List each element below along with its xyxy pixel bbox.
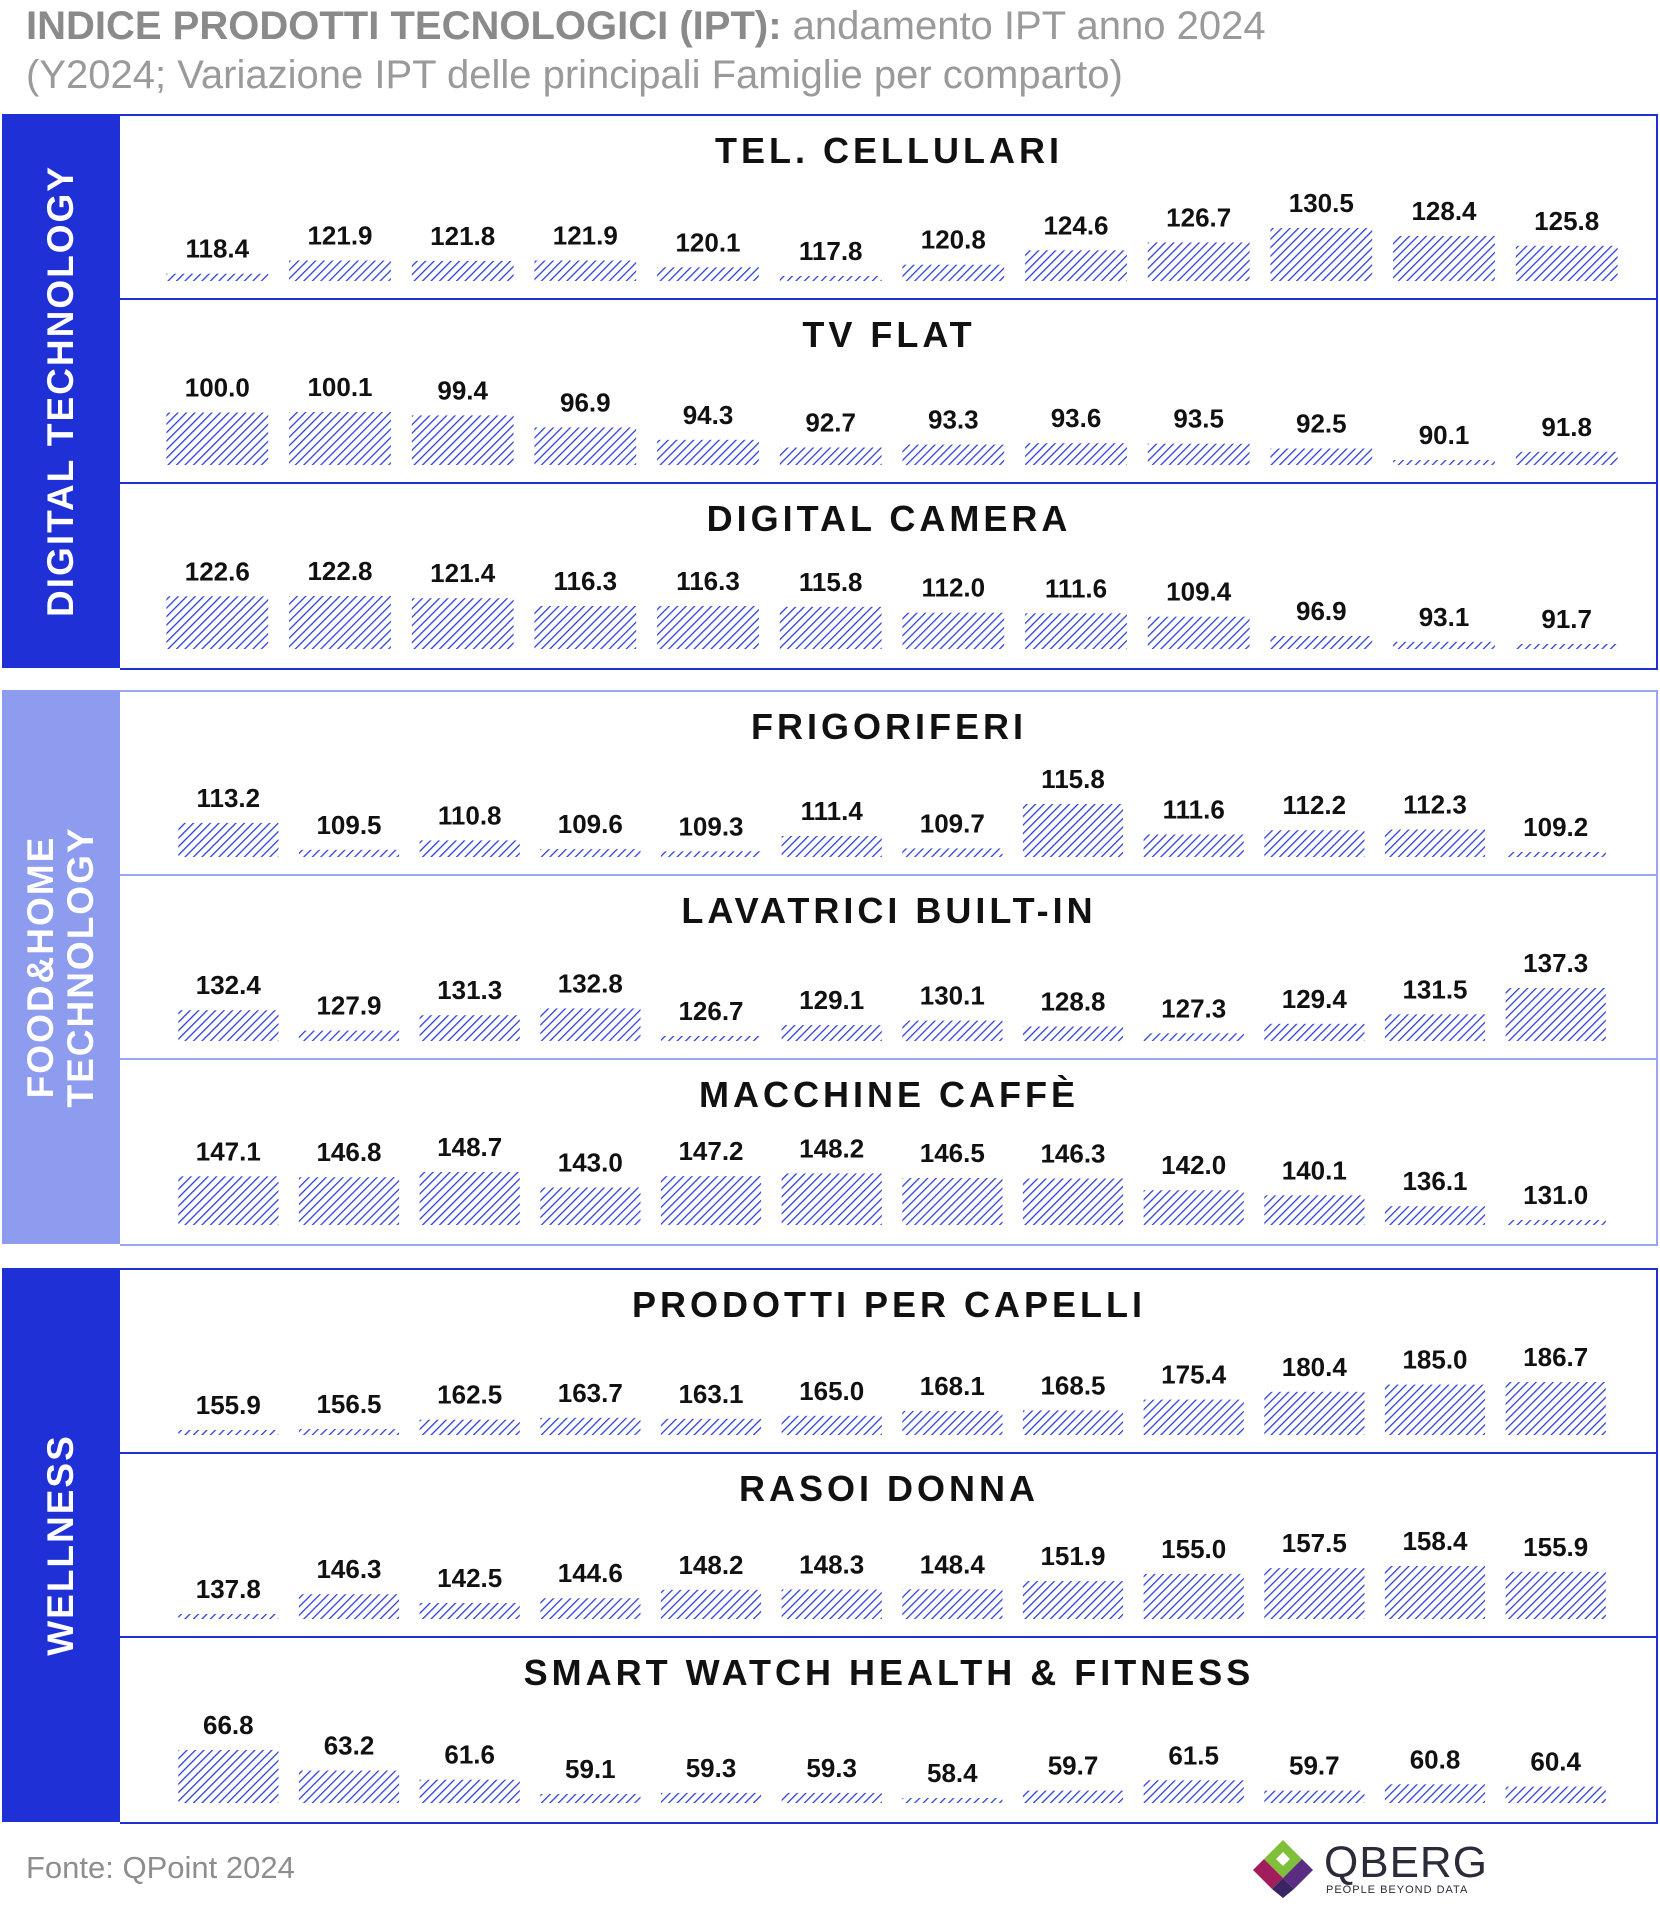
- section-label: [2, 690, 120, 1244]
- section-label: [2, 1268, 120, 1822]
- data-label: 130.1: [919, 980, 985, 1011]
- bar-plot: [120, 300, 1658, 484]
- data-label: 92.5: [1295, 408, 1347, 439]
- section-label-text: [21, 826, 101, 1107]
- data-label: 61.6: [444, 1739, 496, 1770]
- data-label: 113.2: [196, 782, 261, 813]
- bar: [657, 440, 759, 465]
- data-label: 110.8: [437, 800, 502, 831]
- bar: [661, 1793, 761, 1803]
- data-label: 125.8: [1534, 205, 1600, 236]
- data-label: 60.4: [1530, 1746, 1582, 1777]
- bar: [420, 1015, 520, 1041]
- data-label: 100.0: [184, 372, 250, 403]
- bar: [1516, 644, 1618, 649]
- panel-title: DIGITAL CAMERA: [706, 498, 1072, 539]
- data-label: 157.5: [1281, 1528, 1347, 1559]
- bar: [902, 1798, 1002, 1803]
- bar: [1144, 1780, 1244, 1803]
- data-label: 61.5: [1168, 1740, 1220, 1771]
- bar: [657, 606, 759, 649]
- bar: [1023, 1179, 1123, 1226]
- bar: [782, 1173, 882, 1225]
- data-label: 175.4: [1161, 1359, 1227, 1390]
- data-label: 100.1: [307, 372, 373, 402]
- data-label: 59.7: [1288, 1750, 1340, 1781]
- bar: [1385, 1206, 1485, 1225]
- data-label: 59.3: [806, 1752, 858, 1783]
- data-label: 142.0: [1161, 1150, 1227, 1181]
- bar: [540, 1794, 640, 1803]
- bar: [780, 607, 882, 649]
- data-label: 158.4: [1402, 1526, 1468, 1556]
- panel-title: LAVATRICI BUILT-IN: [681, 890, 1097, 931]
- qberg-logo-icon: [1250, 1838, 1316, 1900]
- logo-name: QBERG: [1324, 1838, 1488, 1887]
- bar: [178, 1750, 278, 1803]
- bar: [1023, 1791, 1123, 1803]
- bar: [661, 1176, 761, 1225]
- bar: [1385, 1014, 1485, 1041]
- bar: [1264, 1024, 1364, 1041]
- bar: [299, 1429, 399, 1435]
- panel-frigoriferi: [120, 690, 1658, 876]
- data-label: 63.2: [323, 1730, 375, 1761]
- bar: [1516, 246, 1618, 281]
- data-label: 168.1: [919, 1371, 985, 1401]
- bar: [534, 261, 636, 282]
- bar: [420, 1780, 520, 1803]
- bar: [661, 851, 761, 857]
- panel-rasoi-donna: [120, 1452, 1658, 1638]
- bar: [1148, 242, 1250, 281]
- chart-title: [26, 2, 1646, 100]
- bar: [178, 1176, 278, 1225]
- data-label: 96.9: [559, 387, 611, 418]
- data-label: 93.6: [1050, 403, 1102, 434]
- data-label: 112.2: [1282, 790, 1347, 821]
- bar: [540, 849, 640, 857]
- panel-title: PRODOTTI PER CAPELLI: [631, 1284, 1147, 1325]
- data-label: 117.8: [798, 236, 863, 266]
- data-label: 137.8: [195, 1574, 261, 1604]
- section-label: [2, 114, 120, 668]
- data-label: 147.1: [195, 1136, 261, 1167]
- bar: [1144, 1400, 1244, 1435]
- bar: [782, 836, 882, 857]
- bar: [420, 1420, 520, 1435]
- data-label: 163.7: [557, 1377, 623, 1408]
- bar: [1264, 830, 1364, 857]
- bar-plot: [120, 876, 1658, 1060]
- data-label: 155.9: [195, 1390, 261, 1420]
- chart-title-rest: andamento IPT anno 2024: [781, 4, 1266, 48]
- data-label: 58.4: [926, 1758, 978, 1788]
- data-label: 129.1: [799, 985, 865, 1016]
- bar-plot: [120, 692, 1658, 876]
- bar: [178, 1010, 278, 1041]
- bar: [166, 274, 268, 281]
- bar: [1025, 613, 1127, 649]
- bar: [1393, 642, 1495, 649]
- bar: [1025, 250, 1127, 281]
- bar: [1144, 835, 1244, 858]
- bar: [1023, 1027, 1123, 1042]
- bar: [780, 448, 882, 466]
- bar: [1393, 460, 1495, 465]
- data-label: 92.7: [805, 407, 857, 438]
- bar: [1264, 1791, 1364, 1803]
- data-label: 124.6: [1043, 210, 1109, 241]
- bar: [420, 1603, 520, 1619]
- bar: [299, 1594, 399, 1619]
- data-label: 109.2: [1523, 812, 1589, 842]
- data-label: 148.2: [799, 1133, 865, 1164]
- data-label: 180.4: [1281, 1351, 1347, 1382]
- bar: [1385, 1566, 1485, 1619]
- data-label: 146.5: [919, 1138, 985, 1168]
- panel-title: SMART WATCH HEALTH & FITNESS: [523, 1652, 1255, 1693]
- data-label: 66.8: [202, 1710, 254, 1740]
- bar: [412, 261, 514, 281]
- bar: [540, 1188, 640, 1226]
- bar: [1506, 988, 1606, 1041]
- bar: [412, 598, 514, 649]
- data-label: 99.4: [437, 375, 489, 406]
- data-label: 91.7: [1541, 604, 1593, 634]
- data-label: 131.3: [437, 975, 503, 1006]
- bar-plot: [120, 1270, 1658, 1454]
- data-label: 59.1: [564, 1754, 616, 1784]
- data-label: 132.4: [195, 970, 261, 1001]
- data-label: 136.1: [1402, 1166, 1468, 1197]
- data-label: 165.0: [799, 1375, 865, 1406]
- data-label: 93.3: [927, 404, 979, 435]
- data-label: 186.7: [1523, 1342, 1589, 1372]
- data-label: 148.7: [437, 1132, 503, 1162]
- bar: [299, 850, 399, 857]
- bar: [661, 1036, 761, 1041]
- data-label: 91.8: [1541, 411, 1593, 442]
- bar-plot: [120, 1454, 1658, 1638]
- bar: [166, 413, 268, 466]
- bar: [540, 1008, 640, 1041]
- bar: [902, 848, 1002, 857]
- data-label: 109.4: [1166, 576, 1232, 607]
- source-note: Fonte: QPoint 2024: [26, 1850, 295, 1885]
- data-label: 148.2: [678, 1549, 744, 1580]
- data-label: 93.5: [1173, 403, 1225, 434]
- bar: [540, 1598, 640, 1619]
- panel-title: TEL. CELLULARI: [715, 130, 1063, 171]
- data-label: 109.5: [316, 809, 382, 840]
- bar: [902, 1021, 1002, 1041]
- data-label: 131.5: [1402, 974, 1468, 1005]
- bar-plot: [120, 484, 1658, 668]
- bar: [166, 596, 268, 649]
- bar: [782, 1416, 882, 1435]
- data-label: 94.3: [682, 399, 734, 430]
- data-label: 111.4: [800, 796, 863, 826]
- data-label: 144.6: [557, 1558, 623, 1589]
- bar: [1506, 1382, 1606, 1435]
- panel-title: TV FLAT: [802, 314, 976, 355]
- data-label: 60.8: [1409, 1744, 1461, 1775]
- data-label: 109.3: [678, 811, 744, 842]
- bar: [657, 267, 759, 281]
- bar: [1144, 1190, 1244, 1225]
- bar: [782, 1025, 882, 1041]
- data-label: 122.6: [184, 556, 250, 587]
- panel-tv-flat: [120, 298, 1658, 484]
- data-label: 129.4: [1281, 983, 1347, 1014]
- bar: [1023, 1410, 1123, 1435]
- bar: [1148, 617, 1250, 649]
- bar: [1270, 228, 1372, 281]
- bar: [902, 1411, 1002, 1435]
- data-label: 109.6: [557, 809, 623, 840]
- data-label: 115.8: [798, 566, 863, 597]
- bar: [540, 1418, 640, 1435]
- bar: [782, 1590, 882, 1620]
- bar: [178, 1430, 278, 1435]
- data-label: 147.2: [678, 1136, 744, 1167]
- data-label: 59.3: [685, 1752, 737, 1783]
- panel-title: FRIGORIFERI: [751, 706, 1027, 747]
- panel-prodotti-per-capelli: [120, 1268, 1658, 1454]
- bar: [1264, 1568, 1364, 1619]
- bar: [1023, 804, 1123, 857]
- panel-macchine-caff-: [120, 1058, 1658, 1246]
- bar: [1385, 1385, 1485, 1435]
- bar: [902, 1589, 1002, 1619]
- bar-plot: [120, 1060, 1658, 1244]
- bar: [1385, 1784, 1485, 1803]
- bar: [1264, 1392, 1364, 1435]
- section-1: [2, 114, 1658, 668]
- bar: [178, 823, 278, 857]
- data-label: 137.3: [1523, 948, 1589, 978]
- data-label: 118.4: [185, 233, 250, 264]
- qberg-logo: [1250, 1838, 1488, 1900]
- data-label: 131.0: [1523, 1180, 1589, 1210]
- bar: [1506, 1220, 1606, 1225]
- chart-subtitle: (Y2024; Variazione IPT delle principali Famiglie per comparto): [26, 53, 1123, 97]
- data-label: 121.9: [552, 220, 618, 251]
- data-label: 140.1: [1281, 1155, 1347, 1186]
- data-label: 155.9: [1523, 1531, 1589, 1562]
- data-label: 115.8: [1041, 764, 1105, 794]
- bar: [780, 276, 882, 281]
- data-label: 168.5: [1040, 1370, 1106, 1401]
- data-label: 111.6: [1044, 573, 1108, 604]
- panel-tel-cellulari: [120, 114, 1658, 300]
- data-label: 116.3: [553, 566, 618, 596]
- bar: [1385, 830, 1485, 858]
- data-label: 148.4: [919, 1549, 985, 1580]
- data-label: 120.1: [675, 227, 741, 258]
- chart-title-bold: INDICE PRODOTTI TECNOLOGICI (IPT):: [26, 4, 782, 48]
- data-label: 121.8: [430, 220, 496, 251]
- bar: [902, 445, 1004, 465]
- data-label: 121.4: [430, 558, 496, 589]
- bar: [1506, 1572, 1606, 1619]
- bar: [412, 415, 514, 465]
- data-label: 143.0: [557, 1147, 623, 1178]
- data-label: 162.5: [437, 1379, 503, 1410]
- bar: [1516, 452, 1618, 465]
- data-label: 112.0: [921, 572, 986, 603]
- data-label: 148.3: [799, 1549, 865, 1580]
- panel-lavatrici-built-in: [120, 874, 1658, 1060]
- data-label: 127.9: [316, 990, 382, 1021]
- bar: [289, 261, 391, 282]
- bar: [1144, 1033, 1244, 1041]
- data-label: 59.7: [1047, 1750, 1099, 1781]
- bar: [1506, 1787, 1606, 1803]
- data-label: 146.3: [316, 1554, 382, 1585]
- section-label-text: WELLNESS: [40, 1434, 81, 1656]
- bar: [1025, 443, 1127, 465]
- logo-tagline: PEOPLE BEYOND DATA: [1326, 1884, 1469, 1896]
- section-3: [2, 1268, 1658, 1822]
- section-2: [2, 690, 1658, 1244]
- data-label: 142.5: [437, 1563, 503, 1593]
- bar: [299, 1771, 399, 1803]
- bar: [661, 1419, 761, 1435]
- data-label: 163.1: [678, 1378, 744, 1409]
- data-label: 156.5: [316, 1389, 382, 1420]
- data-label: 126.7: [1166, 202, 1232, 233]
- bar: [1148, 444, 1250, 465]
- data-label: 121.9: [307, 220, 373, 251]
- panel-digital-camera: [120, 482, 1658, 670]
- section-label-text: DIGITAL TECHNOLOGY: [40, 165, 81, 617]
- panel-smart-watch-health-fitness: [120, 1636, 1658, 1824]
- bar: [1264, 1195, 1364, 1225]
- data-label: 128.4: [1411, 195, 1477, 226]
- data-label: 146.8: [316, 1137, 382, 1168]
- data-label: 130.5: [1288, 188, 1354, 218]
- section-label-line: FOOD&HOME: [20, 835, 61, 1099]
- bar: [420, 840, 520, 857]
- panel-title: MACCHINE CAFFÈ: [699, 1074, 1079, 1115]
- data-label: 116.3: [676, 566, 740, 596]
- data-label: 120.8: [920, 224, 986, 255]
- bar: [1144, 1574, 1244, 1619]
- data-label: 132.8: [557, 968, 623, 999]
- bar: [534, 606, 636, 649]
- data-label: 96.9: [1295, 596, 1347, 626]
- data-label: 112.3: [1403, 789, 1467, 820]
- bar-plot: [120, 1638, 1658, 1822]
- bar-plot: [120, 116, 1658, 300]
- bar: [902, 613, 1004, 649]
- bar: [902, 1178, 1002, 1225]
- bar: [534, 427, 636, 465]
- bar: [902, 265, 1004, 281]
- bar: [661, 1590, 761, 1619]
- bar: [289, 412, 391, 465]
- data-label: 128.8: [1040, 986, 1106, 1017]
- bar: [1023, 1581, 1123, 1619]
- bar: [299, 1177, 399, 1225]
- data-label: 109.7: [919, 808, 985, 839]
- data-label: 151.9: [1040, 1541, 1106, 1572]
- data-label: 155.0: [1161, 1533, 1227, 1564]
- bar: [178, 1614, 278, 1619]
- data-label: 146.3: [1040, 1138, 1106, 1169]
- bar: [1393, 236, 1495, 281]
- data-label: 126.7: [678, 996, 744, 1026]
- section-label-line: TECHNOLOGY: [60, 826, 101, 1108]
- data-label: 93.1: [1418, 601, 1470, 632]
- bar: [1270, 636, 1372, 649]
- data-label: 127.3: [1161, 993, 1227, 1024]
- bar: [289, 596, 391, 649]
- data-label: 122.8: [307, 556, 373, 586]
- data-label: 185.0: [1402, 1344, 1468, 1375]
- bar: [1506, 852, 1606, 857]
- panel-title: RASOI DONNA: [738, 1468, 1039, 1509]
- bar: [782, 1793, 882, 1803]
- bar: [420, 1172, 520, 1225]
- bar: [299, 1031, 399, 1041]
- bar: [1270, 449, 1372, 466]
- data-label: 111.6: [1162, 794, 1225, 825]
- data-label: 90.1: [1418, 420, 1470, 450]
